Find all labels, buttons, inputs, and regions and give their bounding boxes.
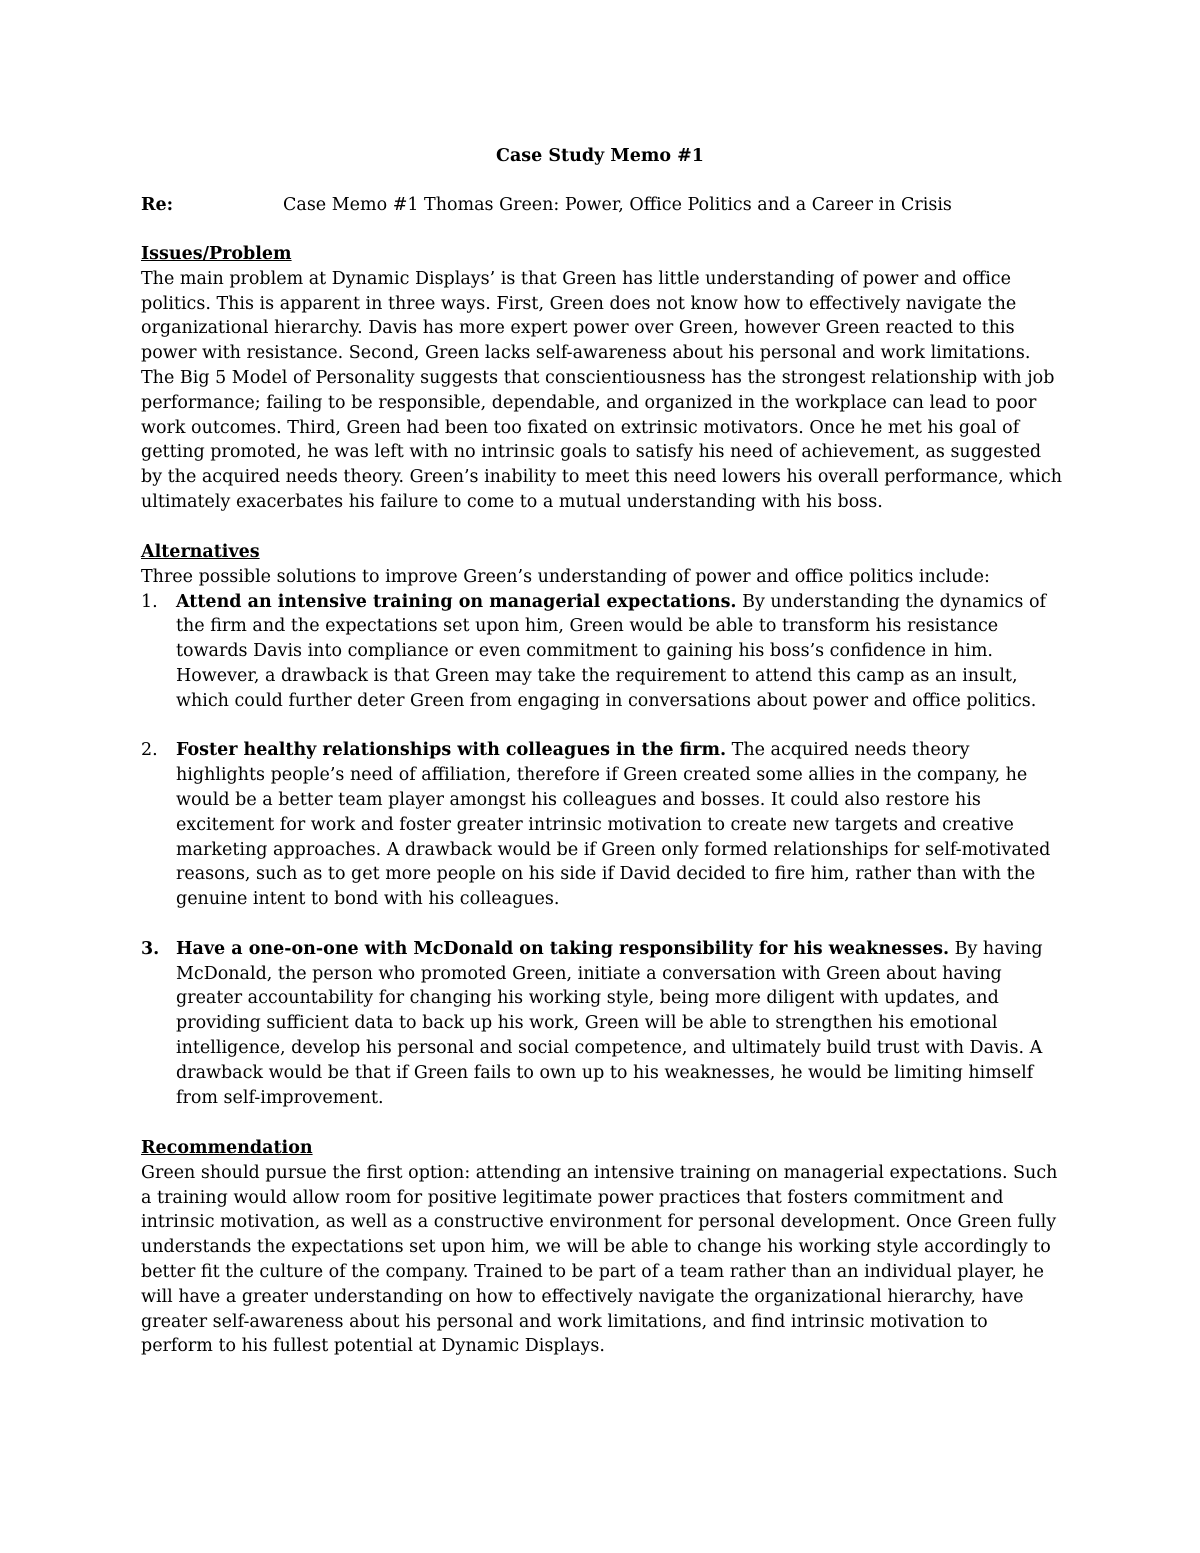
issues-body: The main problem at Dynamic Displays’ is that Green has little understanding of power and office politics. This is apparent in three ways. First, Green does not know how to effectively navigate the organizational hierarchy. Davis has more expert power over Green, however Green reacted to this power with resistance. Second, Green lacks self-awareness about his personal and work limitations. The Big 5 Model of Personality suggests that conscientiousness has the strongest relationship with job performance; failing to be responsible, dependable, and organized in the workplace can lead to poor work outcomes. Third, Green had been too fixated on extrinsic motivators. Once he met his goal of getting promoted, he was left with no intrinsic goals to satisfy his need of achievement, as suggested by the acquired needs theory. Green’s inability to meet this need lowers his overall performance, which ultimately exacerbates his failure to come to a mutual understanding with his boss. [141, 268, 1063, 512]
alternatives-heading: Alternatives [141, 542, 260, 562]
alternative-text-2: The acquired needs theory highlights people’s need of affiliation, therefore if Green created some allies in the company, he would be a better team player amongst his colleagues and bosses. It could also restore his excitement for work and foster greater intrinsic motivation to create new targets and creative marketing approaches. A drawback would be if Green only formed relationships for self-motivated reasons, such as to get more people on his side if David decided to fire him, rather than with the genuine intent to bond with his colleagues. [176, 740, 1051, 910]
issues-heading: Issues/Problem [141, 244, 292, 264]
alternative-title-1: Attend an intensive training on managerial expectations. [176, 591, 737, 612]
alternative-title-3: Have a one-on-one with McDonald on taking responsibility for his weaknesses. [176, 938, 950, 959]
alternative-text-1: By understanding the dynamics of the firm and the expectations set upon him, Green would be able to transform his resistance towards Davis into compliance or even commitment to gaining his boss’s confidence in him. However, a drawback is that Green may take the requirement to attend this camp as an insult, which could further deter Green from engaging in conversations about power and office politics. [176, 591, 1046, 711]
re-subject: Case Memo #1 Thomas Green: Power, Office Politics and a Career in Crisis [283, 195, 952, 215]
re-label: Re: [141, 195, 174, 215]
alternative-item-1 [141, 590, 1063, 714]
re-line [141, 193, 1061, 218]
alternatives-intro: Three possible solutions to improve Green’s understanding of power and office politics include: [141, 566, 990, 587]
alternative-text-3: By having McDonald, the person who promoted Green, initiate a conversation with Green about having greater accountability for changing his working style, being more diligent with updates, and providing sufficient data to back up his work, Green will be able to strengthen his emotional intelligence, develop his personal and social competence, and ultimately build trust with Davis. A drawback would be that if Green fails to own up to his weaknesses, he would be limiting himself from self-improvement. [176, 938, 1043, 1108]
alternative-number-2: 2. [141, 740, 158, 761]
issues-section [141, 242, 1063, 515]
recommendation-section [141, 1136, 1063, 1359]
alternative-number-3: 3. [141, 938, 160, 959]
alternative-item-3 [141, 937, 1063, 1111]
alternatives-section [141, 540, 1063, 1110]
recommendation-heading: Recommendation [141, 1138, 313, 1158]
alternative-item-2 [141, 738, 1063, 912]
recommendation-body: Green should pursue the first option: attending an intensive training on managerial expectations. Such a training would allow room for positive legitimate power practices that fosters commitment and intrinsic motivation, as well as a constructive environment for personal development. Once Green fully understands the expectations set upon him, we will be able to change his working style accordingly to better fit the culture of the company. Trained to be part of a team rather than an individual player, he will have a greater understanding on how to effectively navigate the organizational hierarchy, have greater self-awareness about his personal and work limitations, and find intrinsic motivation to perform to his fullest potential at Dynamic Displays. [141, 1162, 1058, 1357]
alternative-title-2: Foster healthy relationships with colleagues in the firm. [176, 740, 727, 761]
memo-title: Case Study Memo #1 [496, 146, 704, 166]
alternative-number-1: 1. [141, 591, 158, 612]
alternatives-list [141, 590, 1063, 1111]
